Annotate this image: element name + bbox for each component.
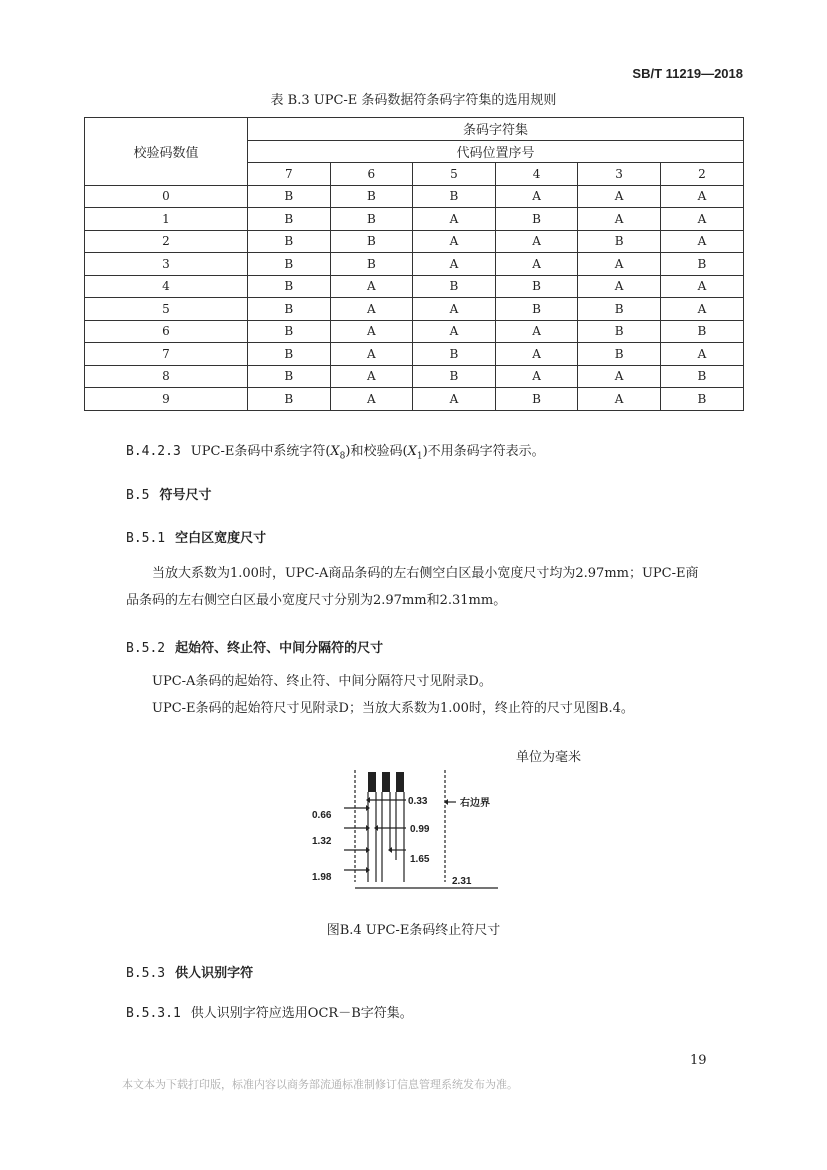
check-digit-cell: 6 bbox=[85, 320, 248, 343]
charset-cell: A bbox=[330, 343, 413, 366]
charset-cell: B bbox=[248, 365, 331, 388]
system-char-symbol: X bbox=[330, 444, 340, 459]
charset-cell: B bbox=[578, 298, 661, 321]
charset-cell: A bbox=[330, 388, 413, 411]
charset-cell: A bbox=[330, 298, 413, 321]
clause-text: )和校验码( bbox=[345, 444, 408, 459]
table-row bbox=[85, 365, 744, 388]
clause-text: )不用条码字符表示。 bbox=[422, 444, 545, 459]
charset-cell: B bbox=[413, 185, 496, 208]
charset-cell: B bbox=[248, 388, 331, 411]
charset-cell: B bbox=[495, 388, 578, 411]
page-number: 19 bbox=[690, 1053, 707, 1068]
clause-number: B.5.3.1 bbox=[126, 1006, 181, 1021]
position-number-cell: 2 bbox=[660, 163, 743, 186]
footer-note: 本文本为下载打印版，标准内容以商务部流通标准制修订信息管理系统发布为准。 bbox=[122, 1078, 518, 1091]
charset-header: 条码字符集 bbox=[248, 118, 744, 141]
table-caption: 表 B.3 UPC-E 条码数据符条码字符集的选用规则 bbox=[270, 93, 557, 108]
charset-cell: A bbox=[330, 275, 413, 298]
check-digit-cell: 7 bbox=[85, 343, 248, 366]
charset-cell: B bbox=[660, 320, 743, 343]
charset-cell: B bbox=[330, 253, 413, 276]
charset-cell: B bbox=[413, 275, 496, 298]
charset-cell: A bbox=[578, 365, 661, 388]
clause-text: 供人识别字符应选用OCR－B字符集。 bbox=[190, 1006, 413, 1021]
dim-label-1-98: 1.98 bbox=[312, 872, 332, 883]
charset-cell: B bbox=[578, 230, 661, 253]
charset-cell: B bbox=[495, 298, 578, 321]
table-row bbox=[85, 230, 744, 253]
charset-cell: A bbox=[578, 388, 661, 411]
clause-title: 供人识别字符 bbox=[175, 965, 254, 980]
upce-guard-paragraph: UPC-E条码的起始符尺寸见附录D；当放大系数为1.00时，终止符的尺寸见图B.4。 bbox=[152, 701, 634, 716]
arrow-head bbox=[444, 799, 448, 805]
charset-cell: A bbox=[413, 298, 496, 321]
charset-cell: B bbox=[660, 253, 743, 276]
charset-cell: B bbox=[248, 230, 331, 253]
charset-cell: B bbox=[413, 343, 496, 366]
check-digit-cell: 3 bbox=[85, 253, 248, 276]
right-edge-label: 右边界 bbox=[460, 798, 490, 809]
dim-label-0-33: 0.33 bbox=[408, 796, 428, 807]
check-digit-symbol: X bbox=[407, 444, 417, 459]
subscript: 1 bbox=[416, 451, 423, 462]
position-number-cell: 6 bbox=[330, 163, 413, 186]
position-number-cell: 7 bbox=[248, 163, 331, 186]
check-digit-cell: 8 bbox=[85, 365, 248, 388]
charset-cell: A bbox=[495, 230, 578, 253]
charset-cell: A bbox=[660, 208, 743, 231]
end-guard-bars bbox=[368, 772, 404, 792]
check-digit-cell: 2 bbox=[85, 230, 248, 253]
charset-cell: B bbox=[330, 185, 413, 208]
section-b5-heading bbox=[126, 484, 212, 503]
charset-cell: A bbox=[413, 253, 496, 276]
guard-bar bbox=[396, 772, 404, 792]
section-b52-heading bbox=[126, 637, 383, 656]
clause-number: B.5.3 bbox=[126, 966, 166, 981]
table-row bbox=[85, 298, 744, 321]
charset-cell: A bbox=[413, 230, 496, 253]
table-row bbox=[85, 208, 744, 231]
table-row bbox=[85, 320, 744, 343]
end-guard-dimension-figure bbox=[308, 770, 498, 900]
charset-cell: A bbox=[413, 388, 496, 411]
charset-cell: B bbox=[248, 253, 331, 276]
unit-label: 单位为毫米 bbox=[516, 750, 582, 765]
table-row bbox=[85, 343, 744, 366]
table-row bbox=[85, 275, 744, 298]
quiet-zone-paragraph: 当放大系数为1.00时，UPC-A商品条码的左右侧空白区最小宽度尺寸均为2.97mm；UPC-E商品条码的左右侧空白区最小宽度尺寸分别为2.97mm和2.31mm。 bbox=[126, 566, 699, 608]
charset-cell: B bbox=[248, 298, 331, 321]
guard-bar bbox=[368, 772, 376, 792]
charset-cell: A bbox=[578, 253, 661, 276]
check-digit-cell: 1 bbox=[85, 208, 248, 231]
charset-cell: A bbox=[578, 208, 661, 231]
guard-bar bbox=[382, 772, 390, 792]
charset-cell: A bbox=[495, 185, 578, 208]
charset-cell: B bbox=[413, 365, 496, 388]
charset-cell: A bbox=[330, 320, 413, 343]
clause-b423 bbox=[126, 440, 545, 462]
check-digit-cell: 4 bbox=[85, 275, 248, 298]
section-b51-heading bbox=[126, 527, 266, 546]
table-row bbox=[85, 185, 744, 208]
standard-code: SB/T 11219—2018 bbox=[632, 66, 743, 81]
clause-number: B.5 bbox=[126, 488, 150, 503]
charset-cell: B bbox=[660, 365, 743, 388]
charset-cell: A bbox=[660, 298, 743, 321]
section-b53-heading bbox=[126, 962, 253, 981]
check-digit-cell: 0 bbox=[85, 185, 248, 208]
check-digit-cell: 5 bbox=[85, 298, 248, 321]
charset-cell: B bbox=[495, 275, 578, 298]
charset-cell: B bbox=[248, 320, 331, 343]
charset-cell: B bbox=[248, 275, 331, 298]
check-digit-header: 校验码数值 bbox=[85, 118, 248, 186]
charset-cell: A bbox=[578, 185, 661, 208]
charset-cell: B bbox=[330, 208, 413, 231]
clause-number: B.5.1 bbox=[126, 531, 166, 546]
charset-cell: A bbox=[660, 230, 743, 253]
table-header-row bbox=[85, 118, 744, 141]
charset-cell: A bbox=[330, 365, 413, 388]
charset-cell: A bbox=[495, 343, 578, 366]
position-number-cell: 4 bbox=[495, 163, 578, 186]
charset-cell: A bbox=[413, 208, 496, 231]
charset-cell: A bbox=[413, 320, 496, 343]
dim-label-0-66: 0.66 bbox=[312, 810, 332, 821]
figure-caption: 图B.4 UPC-E条码终止符尺寸 bbox=[326, 923, 501, 938]
charset-cell: A bbox=[495, 365, 578, 388]
clause-title: 起始符、终止符、中间分隔符的尺寸 bbox=[175, 640, 384, 655]
charset-cell: B bbox=[578, 343, 661, 366]
dim-label-2-31: 2.31 bbox=[452, 876, 472, 887]
position-number-cell: 5 bbox=[413, 163, 496, 186]
charset-cell: B bbox=[248, 208, 331, 231]
check-digit-cell: 9 bbox=[85, 388, 248, 411]
charset-cell: A bbox=[660, 275, 743, 298]
position-number-cell: 3 bbox=[578, 163, 661, 186]
subscript: 8 bbox=[339, 451, 346, 462]
table-row bbox=[85, 253, 744, 276]
charset-cell: A bbox=[660, 343, 743, 366]
charset-cell: A bbox=[660, 185, 743, 208]
charset-cell: B bbox=[248, 343, 331, 366]
charset-cell: A bbox=[495, 253, 578, 276]
clause-number: B.5.2 bbox=[126, 641, 166, 656]
dim-label-1-65: 1.65 bbox=[410, 854, 430, 865]
upca-guard-paragraph: UPC-A条码的起始符、终止符、中间分隔符尺寸见附录D。 bbox=[152, 674, 492, 689]
charset-cell: B bbox=[578, 320, 661, 343]
charset-cell: B bbox=[660, 388, 743, 411]
dim-label-1-32: 1.32 bbox=[312, 836, 332, 847]
charset-cell: A bbox=[578, 275, 661, 298]
clause-title: 空白区宽度尺寸 bbox=[175, 530, 267, 545]
position-header: 代码位置序号 bbox=[248, 140, 744, 163]
charset-cell: B bbox=[495, 208, 578, 231]
charset-cell: B bbox=[330, 230, 413, 253]
selection-rules-table bbox=[84, 117, 744, 411]
charset-cell: B bbox=[248, 185, 331, 208]
clause-text: UPC-E条码中系统字符( bbox=[190, 444, 331, 459]
clause-title: 符号尺寸 bbox=[159, 487, 212, 502]
clause-number: B.4.2.3 bbox=[126, 444, 181, 459]
dim-label-0-99: 0.99 bbox=[410, 824, 430, 835]
table-row bbox=[85, 388, 744, 411]
clause-b531 bbox=[126, 1002, 413, 1021]
charset-cell: A bbox=[495, 320, 578, 343]
